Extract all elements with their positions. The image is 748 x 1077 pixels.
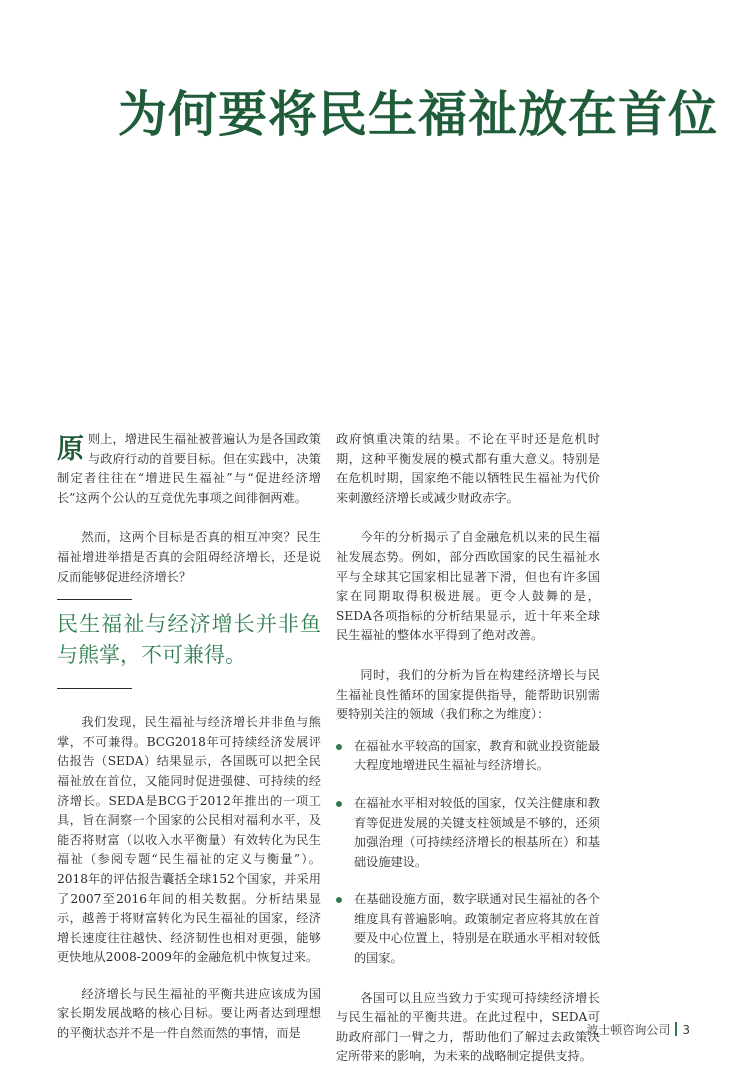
left-column — [57, 430, 321, 1044]
bullet-dot-icon — [336, 744, 342, 750]
guidance-paragraph: 同时，我们的分析为旨在构建经济增长与民生福祉良性循环的国家提供指导，能帮助识别需要特别关注的领域（我们称之为维度）： — [336, 667, 600, 722]
intro-paragraph — [57, 430, 321, 508]
balance-paragraph: 经济增长与民生福祉的平衡共进应该成为国家长期发展战略的核心目标。要让两者达到理想的平衡状态并不是一件自然而然的事情，而是 — [57, 986, 321, 1041]
question-paragraph: 然而，这两个目标是否真的相互冲突？民生福祉增进举措是否真的会阻碍经济增长，还是说反而能够促进经济增长？ — [57, 530, 321, 584]
pull-quote-rule-top — [57, 599, 132, 600]
page-footer — [586, 1020, 690, 1040]
findings-paragraph: 我们发现，民生福祉与经济增长并非鱼与熊掌，不可兼得。BCG2018年可持续经济发展评估报告（SEDA）结果显示，各国既可以把全民福祉放在首位，又能同时促进强健、可持续的经济增长。SEDA是BCG于2012年推出的一项工具，旨在洞察一个国家的公民相对福利水平，及能否将财富（以收入水平衡量）有效转化为民生福祉（参阅专题“民生福祉的定义与衡量”）。2018年的评估报告囊括全球152个国家，并采用了2007至2016年间的相关数据。分析结果显示，越善于将财富转化为民生福祉的国家，经济增长速度往往越快、经济韧性也相对更强，能够更快地从2008-2009年的金融危机中恢复过来。 — [57, 715, 321, 965]
list-item: 在基础设施方面，数字联通对民生福祉的各个维度具有普遍影响。政策制定者应将其放在首要及中心位置上，特别是在联通水平相对较低的国家。 — [336, 890, 600, 968]
drop-cap: 原 — [57, 434, 84, 465]
conclusion-paragraph: 各国可以且应当致力于实现可持续经济增长与民生福祉的平衡共进。在此过程中，SEDA可助政府部门一臂之力，帮助他们了解过去政策决定所带来的影响，为未来的战略制定提供支持。 — [336, 990, 600, 1064]
company-name: 波士顿咨询公司 — [586, 1023, 671, 1037]
footer-separator — [675, 1022, 677, 1036]
page-number: 3 — [682, 1023, 690, 1037]
list-item: 在福祉水平较高的国家，教育和就业投资能最大程度地增进民生福祉与经济增长。 — [336, 737, 600, 776]
right-column — [336, 430, 600, 1067]
focus-areas-list — [336, 737, 600, 969]
pull-quote-rule-bottom — [57, 688, 132, 689]
bullet-dot-icon — [336, 801, 342, 807]
analysis-paragraph: 今年的分析揭示了自金融危机以来的民生福祉发展态势。例如，部分西欧国家的民生福祉水平与全球其它国家相比显著下滑，但也有许多国家在同期取得积极进展。更令人鼓舞的是，SEDA各项指标的分析结果显示，近十年来全球民生福祉的整体水平得到了绝对改善。 — [336, 530, 600, 643]
list-item: 在福祉水平相对较低的国家，仅关注健康和教育等促进发展的关键支柱领域是不够的，还须加强治理（可持续经济增长的根基所在）和基础设施建设。 — [336, 794, 600, 872]
bullet-dot-icon — [336, 897, 342, 903]
pull-quote: 民生福祉与经济增长并非鱼与熊掌，不可兼得。 — [57, 612, 321, 668]
intro-text: 则上，增进民生福祉被普遍认为是各国政策与政府行动的首要目标。但在实践中，决策制定者往往在“增进民生福祉”与“促进经济增长”这两个公认的互竞优先事项之间徘徊两难。 — [57, 432, 321, 505]
continued-paragraph: 政府慎重决策的结果。不论在平时还是危机时期，这种平衡发展的模式都有重大意义。特别是在危机时期，国家绝不能以牺牲民生福祉为代价来刺激经济增长或减少财政赤字。 — [336, 432, 600, 505]
page-title: 为何要将民生福祉放在首位 — [118, 85, 719, 143]
